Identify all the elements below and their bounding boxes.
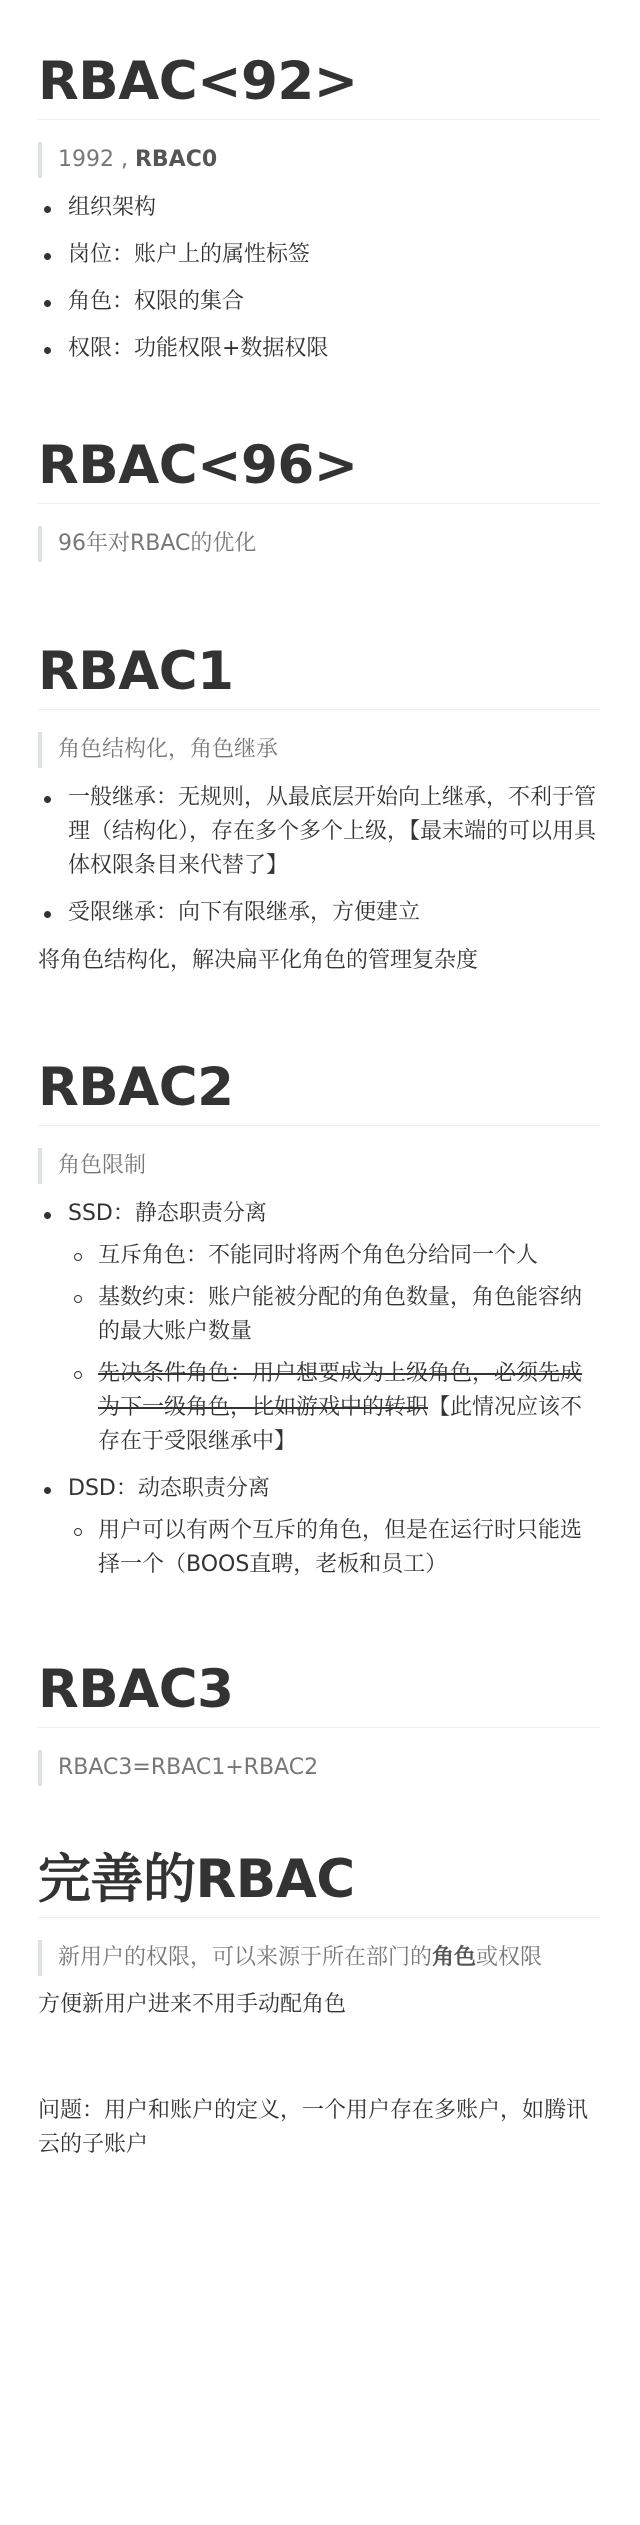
heading-rbac3: RBAC3 <box>38 1658 600 1728</box>
quote-text: 或权限 <box>476 1945 543 1970</box>
document <box>0 50 640 2162</box>
sublist-item-prerequisite <box>68 1357 600 1459</box>
list-item: 组织架构 <box>38 191 600 225</box>
list-item-ssd <box>38 1197 600 1459</box>
list-item: 角色：权限的集合 <box>38 285 600 319</box>
sublist-dsd <box>68 1514 600 1582</box>
list-rbac92 <box>38 191 600 366</box>
paragraph-question: 问题：用户和账户的定义，一个用户存在多账户，如腾讯云的子账户 <box>38 2098 589 2157</box>
blockquote-rbac1: 角色结构化，角色继承 <box>38 732 600 768</box>
quote-bold: 角色 <box>432 1945 477 1970</box>
dsd-label: DSD：动态职责分离 <box>68 1476 270 1501</box>
blockquote-rbac92 <box>38 142 600 178</box>
sublist-ssd <box>68 1239 600 1459</box>
sublist-item: 互斥角色：不能同时将两个角色分给同一个人 <box>68 1239 600 1273</box>
list-item: 岗位：账户上的属性标签 <box>38 238 600 272</box>
strikethrough-text: 先决条件角色：用户想要成为上级角色，必须先成为下一级角色，比如游戏中的转职 <box>98 1361 583 1420</box>
paragraph-new-user: 方便新用户进来不用手动配角色 <box>38 1992 347 2017</box>
sublist-item: 基数约束：账户能被分配的角色数量，角色能容纳的最大账户数量 <box>68 1281 600 1349</box>
heading-rbac1: RBAC1 <box>38 640 600 710</box>
sublist-item: 用户可以有两个互斥的角色，但是在运行时只能选择一个（BOOS直聘，老板和员工） <box>68 1514 600 1582</box>
heading-rbac2: RBAC2 <box>38 1056 600 1126</box>
list-item: 权限：功能权限+数据权限 <box>38 332 600 366</box>
paragraph-rbac1: 将角色结构化，解决扁平化角色的管理复杂度 <box>38 948 479 973</box>
list-rbac1 <box>38 781 600 930</box>
blockquote-rbac3: RBAC3=RBAC1+RBAC2 <box>38 1750 600 1786</box>
heading-rbac92: RBAC<92> <box>38 50 600 120</box>
list-item-dsd <box>38 1472 600 1582</box>
note-text: 【此情况应该不存在于受限继承中】 <box>98 1395 583 1454</box>
quote-bold: RBAC0 <box>134 147 218 172</box>
heading-complete-rbac: 完善的RBAC <box>38 1848 600 1918</box>
quote-year: 1992 , <box>58 147 135 172</box>
heading-rbac96: RBAC<96> <box>38 434 600 504</box>
ssd-label: SSD：静态职责分离 <box>68 1201 267 1226</box>
list-item: 一般继承：无规则，从最底层开始向上继承，不利于管理（结构化），存在多个多个上级，【最末端的可以用具体权限条目来代替了】 <box>38 781 600 883</box>
list-rbac2 <box>38 1197 600 1582</box>
quote-text: 新用户的权限，可以来源于所在部门的 <box>58 1945 433 1970</box>
blockquote-rbac2: 角色限制 <box>38 1148 600 1184</box>
blockquote-rbac96: 96年对RBAC的优化 <box>38 526 600 562</box>
list-item: 受限继承：向下有限继承，方便建立 <box>38 896 600 930</box>
blockquote-complete-rbac <box>38 1940 600 1976</box>
